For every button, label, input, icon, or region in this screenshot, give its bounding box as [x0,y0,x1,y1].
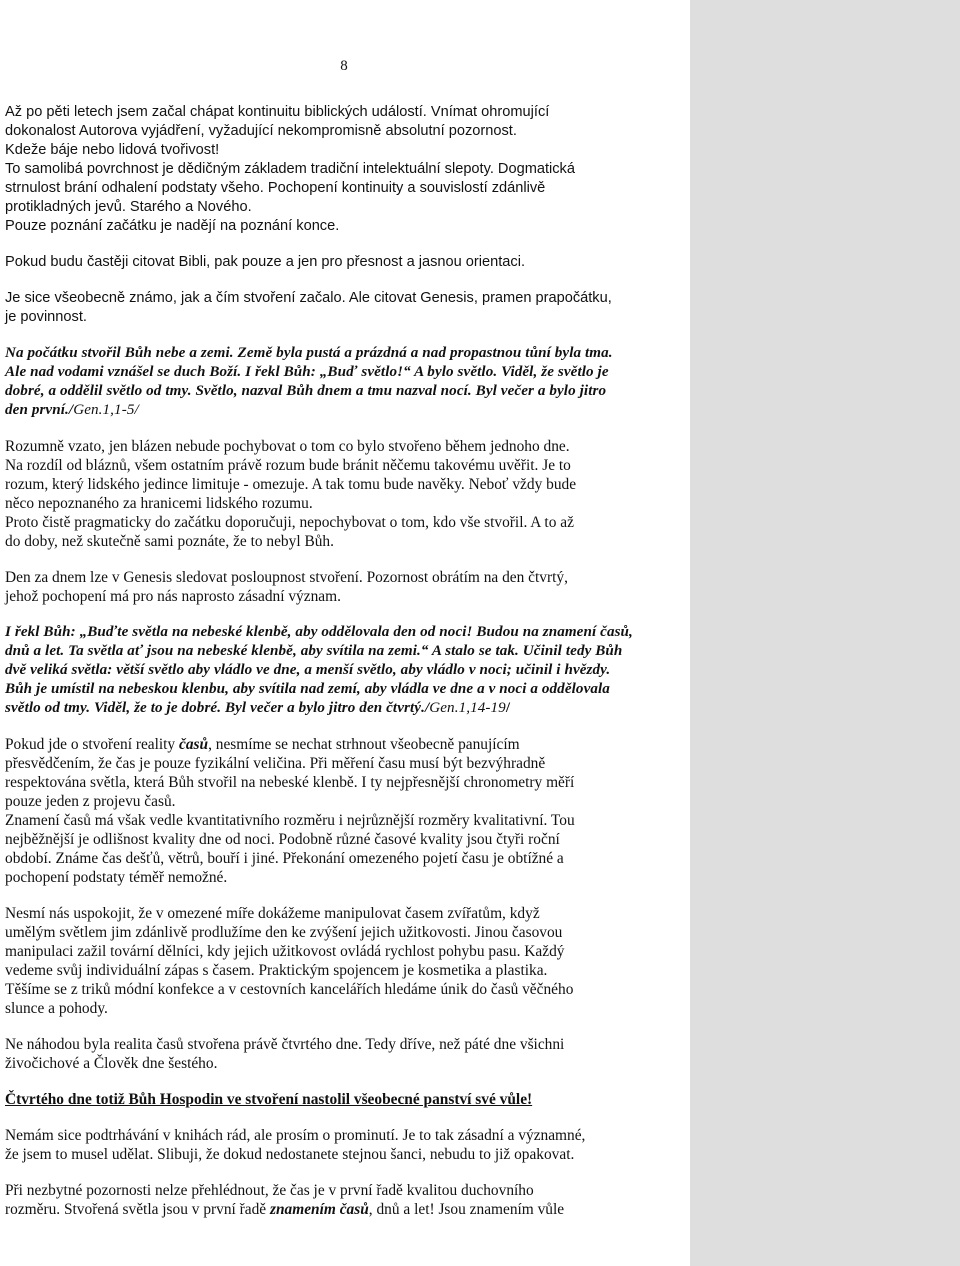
text-line: že jsem to musel udělat. Slibuji, že dokud nedostanete stejnou šanci, nebudu to již opakovat. [5,1146,575,1163]
paragraph-fourth-day [5,568,688,606]
text-line: To samolibá povrchnost je dědičným základem tradiční intelektuální slepoty. Dogmatická [5,161,575,177]
document-body [5,103,688,1236]
emphasis-text: znamením časů [270,1201,369,1218]
text-fragment: , dnů a let! Jsou znamením vůle [368,1201,565,1218]
text-line: jehož pochopení má pro nás naprosto zásadní význam. [5,588,341,605]
page-number: 8 [340,58,348,74]
text-line: Na rozdíl od bláznů, všem ostatním právě rozum bude bránit něčemu takovému uvěřit. Je to [5,457,571,474]
quote-line: den první./ [5,402,74,418]
text-fragment: , nesmíme se nechat strhnout všeobecně panujícím [208,736,520,753]
text-line: pouze jeden z projevu časů. [5,793,176,810]
text-line: pochopení podstaty téměř nemožné. [5,869,228,886]
text-line: dokonalost Autorova vyjádření, vyžadující nekompromisně absolutní pozornost. [5,123,517,139]
text-line: Při nezbytné pozornosti nelze přehlédnout, že čas je v první řadě kvalitou duchovního [5,1182,534,1199]
emphasis-text: časů [178,736,209,753]
paragraph-spiritual-dimension [5,1181,688,1219]
text-line: Rozumně vzato, jen blázen nebude pochybovat o tom co bylo stvořeno během jednoho dne. [5,438,570,455]
text-line: strnulost brání odhalení podstaty všeho. Pochopení kontinuity a souvislostí zdánlivě [5,180,546,196]
text-line: respektována světla, která Bůh stvořil na nebeské klenbě. I ty nejpřesnější chronometry měří [5,774,575,791]
quote-line: / [505,700,511,716]
quote-line: Ale nad vodami vznášel se duch Boží. I řekl Bůh: „Buď světlo!“ A bylo světlo. Viděl, že světlo je [5,364,609,380]
paragraph-citation-note [5,253,688,272]
paragraph-fourth-day-reality [5,1035,688,1073]
text-line: živočichové a Člověk dne šestého. [5,1055,218,1072]
text-line: Nemám sice podtrhávání v knihách rád, ale prosím o prominutí. Je to tak zásadní a významné, [5,1127,586,1144]
quote-reference: Gen.1,1-5/ [73,402,139,418]
underlined-statement: Čtvrtého dne totiž Bůh Hospodin ve stvoření nastolil všeobecné panství své vůle! [5,1091,533,1108]
paragraph-manipulation [5,904,688,1018]
text-line: Den za dnem lze v Genesis sledovat posloupnost stvoření. Pozornost obrátím na den čtvrtý, [5,569,568,586]
comments-margin-pane [690,0,960,1266]
text-line: přesvědčením, že čas je pouze fyzikální veličina. Při měření času musí být bezvýhradně [5,755,546,772]
text-line: rozum, který lidského jedince limituje - omezuje. A tak tomu bude navěky. Neboť vždy bude [5,476,577,493]
bible-quote-genesis-1 [5,344,688,420]
text-line: Těšíme se z triků módní konfekce a v cestovních kancelářích hledáme únik do časů věčného [5,981,574,998]
text-line: Proto čistě pragmaticky do začátku doporučuji, nepochybovat o tom, kdo vše stvořil. A to až [5,514,574,531]
paragraph-intro [5,103,688,236]
quote-line: světlo od tmy. Viděl, že to je dobré. Byl večer a bylo jitro den čtvrtý./ [5,700,430,716]
text-line: do doby, než skutečně sami poznáte, že to nebyl Bůh. [5,533,334,550]
text-line: manipulaci zažil tovární dělníci, kdy jejich užitkovost ovládá rychlost pohybu pasu. Každý [5,943,565,960]
paragraph-times [5,735,688,887]
paragraph-key-statement [5,1090,688,1109]
text-line: období. Známe čas dešťů, větrů, bouří i jiné. Překonání omezeného pojetí času je obtížné a [5,850,564,867]
text-line: vedeme svůj individuální zápas s časem. Praktickým spojencem je kosmetika a plastika. [5,962,548,979]
text-fragment: Pokud jde o stvoření reality [5,736,179,753]
text-fragment: rozměru. Stvořená světla jsou v první řadě [5,1201,270,1218]
quote-line: dvě veliká světla: větší světlo aby vládlo ve dne, a menší světlo, aby vládlo v noci; učinil i hvězdy. [5,662,611,678]
text-line: Ne náhodou byla realita časů stvořena právě čtvrtého dne. Tedy dříve, než páté dne všichni [5,1036,565,1053]
paragraph-reason [5,437,688,551]
text-line: slunce a pohody. [5,1000,108,1017]
text-line: protikladných jevů. Starého a Nového. [5,199,252,215]
text-line: je povinnost. [5,309,87,325]
quote-line: Bůh je umístil na nebeskou klenbu, aby svítila nad zemí, aby vládla ve dne a v noci a oddělovala [5,681,610,697]
text-line: Nesmí nás uspokojit, že v omezené míře dokážeme manipulovat časem zvířatům, když [5,905,540,922]
paragraph-genesis-intro [5,289,688,327]
paragraph-apology [5,1126,688,1164]
text-line: umělým světlem jim zdánlivě prodlužíme den ke zvýšení jejich užitkovosti. Jinou časovou [5,924,563,941]
quote-line: dobré, a oddělil světlo od tmy. Světlo, nazval Bůh dnem a tmu nazval nocí. Byl večer a bylo jitro [5,383,607,399]
text-line: Pouze poznání začátku je nadějí na poznání konce. [5,218,340,234]
quote-reference: Gen.1,14-19 [429,700,506,716]
quote-line: dnů a let. Ta světla ať jsou na nebeské klenbě, aby svítila na zemi.“ A stalo se tak. Učinil tedy Bůh [5,643,623,659]
text-line: Je sice všeobecně známo, jak a čím stvoření začalo. Ale citovat Genesis, pramen prapočátku, [5,290,612,306]
text-line: Kdeže báje nebo lidová tvořivost! [5,142,220,158]
text-line: Pokud budu častěji citovat Bibli, pak pouze a jen pro přesnost a jasnou orientaci. [5,254,526,270]
text-line: něco nepoznaného za hranicemi lidského rozumu. [5,495,313,512]
text-line: nejběžnější je odlišnost kvality dne od noci. Podobně různé časové kvality jsou čtyři roční [5,831,560,848]
text-line: Až po pěti letech jsem začal chápat kontinuitu biblických událostí. Vnímat ohromující [5,104,550,120]
text-line: Znamení časů má však vedle kvantitativního rozměru i nejrůznější rozměry kvalitativní. Tou [5,812,575,829]
bible-quote-genesis-14 [5,623,688,718]
quote-line: I řekl Bůh: „Buďte světla na nebeské klenbě, aby oddělovala den od noci! Budou na znamení časů, [5,624,633,640]
quote-line: Na počátku stvořil Bůh nebe a zemi. Země byla pustá a prázdná a nad propastnou tůní byla tma. [5,345,613,361]
